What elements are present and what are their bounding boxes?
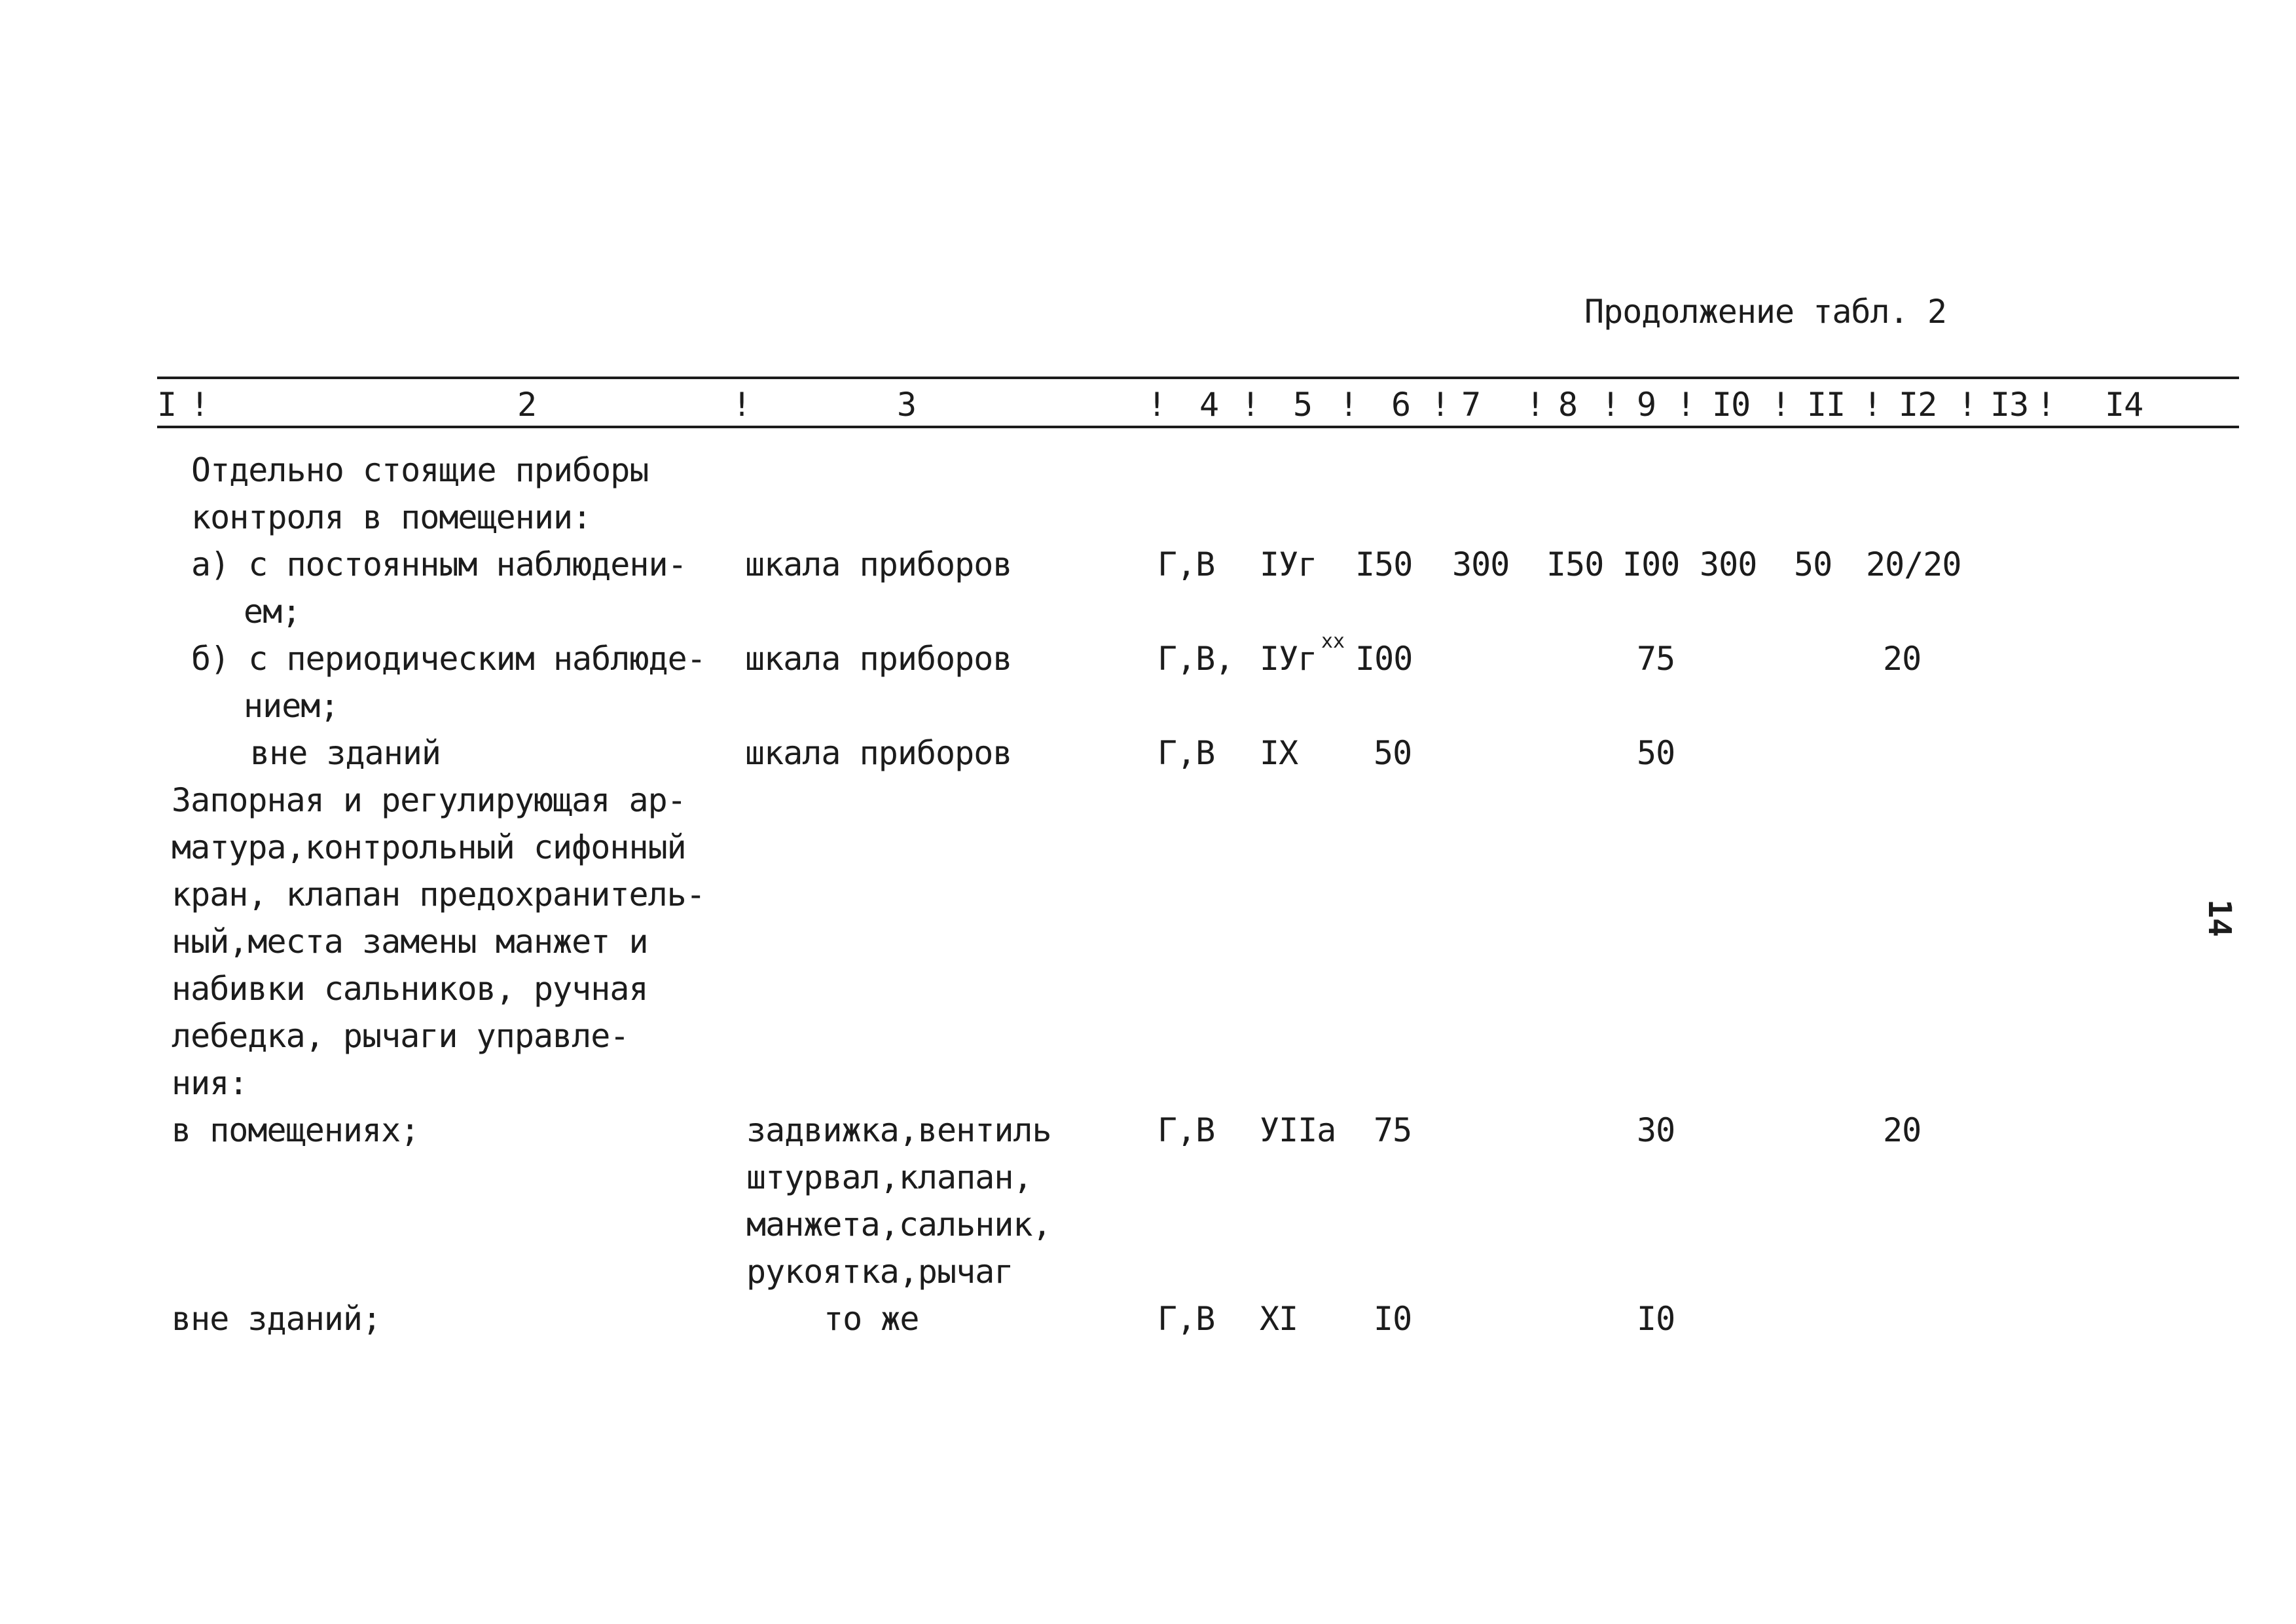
cell-col-4: Г,В — [1157, 545, 1215, 583]
cell-item: вне зданий; — [172, 1300, 382, 1338]
cell-col-9: I0 — [1637, 1300, 1675, 1338]
header-col-4: 4 — [1199, 386, 1219, 424]
cell-col-4: Г,В — [1157, 1300, 1215, 1338]
section-line: лебедка, рычаги управле- — [172, 1017, 629, 1055]
cell-col-5: УIIа — [1260, 1111, 1336, 1149]
header-col-3: 3 — [897, 386, 917, 424]
cell-col-4: Г,В, — [1157, 640, 1234, 678]
cell-object: манжета,сальник, — [746, 1206, 1051, 1244]
cell-item: б) с периодическим наблюде- — [191, 640, 706, 678]
header-sep: ! — [732, 386, 752, 424]
cell-col-5: XI — [1260, 1300, 1298, 1338]
section-line: матура,контрольный сифонный — [172, 828, 686, 866]
header-sep: ! — [1241, 386, 1260, 424]
cell-col-6: I00 — [1355, 640, 1413, 678]
table-caption: Продолжение табл. 2 — [1584, 293, 1946, 331]
cell-object: то же — [824, 1300, 919, 1338]
header-col-12: I2 — [1899, 386, 1937, 424]
header-col-8: 8 — [1558, 386, 1578, 424]
cell-col-7: 300 — [1452, 545, 1510, 583]
header-sep: ! — [1525, 386, 1545, 424]
header-col-6: 6 — [1391, 386, 1411, 424]
header-col-5: 5 — [1293, 386, 1313, 424]
cell-item: нием; — [244, 687, 339, 725]
cell-col-12: 20 — [1883, 640, 1922, 678]
section-line: ния: — [172, 1064, 248, 1102]
cell-object: шкала приборов — [745, 734, 1012, 772]
header-sep: ! — [190, 386, 210, 424]
header-top-rule — [157, 377, 2239, 379]
cell-col-9: I00 — [1622, 545, 1680, 583]
cell-object: шкала приборов — [745, 545, 1012, 583]
header-col-1: I — [157, 386, 177, 424]
row-section-title: Отдельно стоящие приборы — [191, 451, 649, 489]
cell-col-6: 50 — [1374, 734, 1412, 772]
header-sep: ! — [2036, 386, 2056, 424]
cell-object: шкала приборов — [745, 640, 1012, 678]
cell-col-5: IУг — [1260, 640, 1317, 678]
cell-col-9: 30 — [1637, 1111, 1675, 1149]
header-col-9: 9 — [1637, 386, 1656, 424]
cell-item: вне зданий — [250, 734, 441, 772]
cell-col-11: 50 — [1794, 545, 1832, 583]
cell-col-6: I50 — [1355, 545, 1413, 583]
cell-col-9: 50 — [1637, 734, 1675, 772]
cell-item: в помещениях; — [172, 1111, 420, 1149]
cell-object: задвижка,вентиль — [746, 1111, 1051, 1149]
cell-object: штурвал,клапан, — [746, 1158, 1032, 1196]
header-sep: ! — [1430, 386, 1450, 424]
header-sep: ! — [1601, 386, 1620, 424]
header-col-7: 7 — [1461, 386, 1481, 424]
section-line: ный,места замены манжет и — [172, 923, 648, 961]
header-col-13: I3 — [1990, 386, 2029, 424]
cell-col-5: IУг — [1260, 545, 1317, 583]
header-sep: ! — [1958, 386, 1977, 424]
header-sep: ! — [1863, 386, 1882, 424]
cell-col-5: IX — [1260, 734, 1298, 772]
section-line: набивки сальников, ручная — [172, 970, 648, 1008]
cell-object: рукоятка,рычаг — [746, 1253, 1013, 1291]
cell-col-12: 20/20 — [1866, 545, 1961, 583]
cell-item: а) с постоянным наблюдени- — [191, 545, 687, 583]
cell-col-4: Г,В — [1157, 734, 1215, 772]
header-sep: ! — [1771, 386, 1791, 424]
header-col-11: II — [1807, 386, 1846, 424]
section-line: Запорная и регулирующая ар- — [172, 781, 686, 819]
cell-col-4: Г,В — [1157, 1111, 1215, 1149]
header-col-10: I0 — [1712, 386, 1751, 424]
cell-col-8: I50 — [1546, 545, 1604, 583]
header-sep: ! — [1676, 386, 1696, 424]
header-col-2: 2 — [517, 386, 537, 424]
header-col-14: I4 — [2105, 386, 2143, 424]
cell-col-12: 20 — [1883, 1111, 1922, 1149]
cell-col-6: 75 — [1374, 1111, 1412, 1149]
section-line: кран, клапан предохранитель- — [172, 876, 705, 913]
cell-item: ем; — [244, 593, 301, 631]
header-sep: ! — [1147, 386, 1167, 424]
cell-col-5-footnote-mark: xx — [1321, 630, 1345, 653]
page-number: 14 — [2201, 899, 2238, 937]
cell-col-6: I0 — [1374, 1300, 1412, 1338]
cell-col-9: 75 — [1637, 640, 1675, 678]
cell-col-10: 300 — [1700, 545, 1757, 583]
row-section-title: контроля в помещении: — [191, 498, 592, 536]
header-sep: ! — [1339, 386, 1358, 424]
